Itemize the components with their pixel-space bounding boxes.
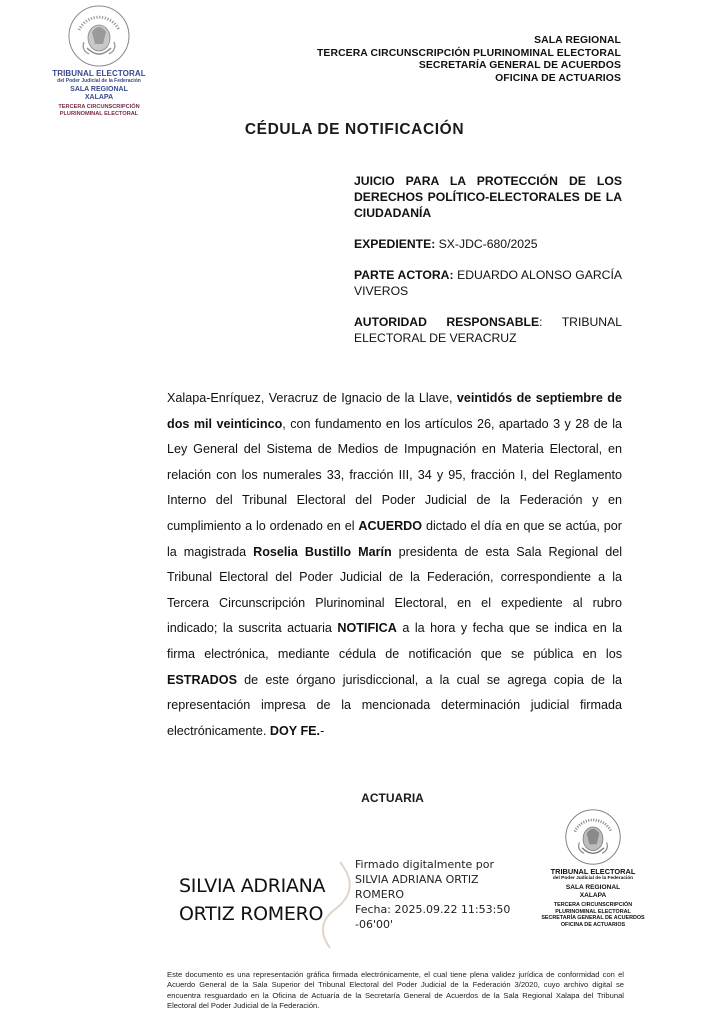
document-title: CÉDULA DE NOTIFICACIÓN xyxy=(244,121,465,138)
expediente-value: SX-JDC-680/2025 xyxy=(438,237,538,251)
parte-value: EDUARDO ALONSO GARCÍA VIVEROS xyxy=(354,268,623,298)
legal-footer: Este documento es una representación gráfica firmada electrónicamente, el cual tiene plena validez jurídica de conformidad con el Acuerdo General de la Sala Superior del Tribunal Electoral del Poder Judicial de la Federación 3/2020, cuyo archivo digital se encuentra resguardado en la Oficina de Actuaría de la Secretaría General de Acuerdos de la Sala Regional Xalapa del Tribunal Electoral del Poder Judicial de la Federación. xyxy=(167,970,624,1011)
seal-br-xalapa: XALAPA xyxy=(579,892,607,899)
seal-br-circ2: PLURINOMINAL ELECTORAL xyxy=(555,908,631,915)
seal-br-oficina: OFICINA DE ACTUARIOS xyxy=(560,921,626,928)
expediente-label: EXPEDIENTE xyxy=(354,237,432,251)
seal-circ-line2: PLURINOMINAL ELECTORAL xyxy=(59,111,139,117)
seal-circ-line1: TERCERA CIRCUNSCRIPCIÓN xyxy=(58,104,140,110)
sig-detail-line: Fecha: 2025.09.22 11:53:50 xyxy=(355,903,511,916)
doy-fe-text: DOY FE. xyxy=(269,723,321,738)
top-left-seal xyxy=(44,4,154,118)
sig-detail-line: Firmado digitalmente por xyxy=(355,858,495,871)
notification-body: Xalapa-Enríquez, Veracruz de Ignacio de la Llave, veintidós de septiembre de dos mil veinticinco, con fundamento en los artículos 26, apartado 3 y 28 de la Ley General del Sistema de Medios de Impugnación en Materia Electoral, en relación con los numerales 33, fracción III, 34 y 95, fracción I, del Reglamento Interno del Tribunal Electoral del Poder Judicial de la Federación y en cumplimiento a lo ordenado en el ACUERDO dictado el día en que se actúa, por la magistrada Roselia Bustillo Marín presidenta de esta Sala Regional del Tribunal Electoral del Poder Judicial de la Federación, correspondiente a la Tercera Circunscripción Plurinominal Electoral, en el expediente al rubro indicado; la suscrita actuaria NOTIFICA a la hora y fecha que se indica en la firma electrónica, mediante cédula de notificación que se pública en los ESTRADOS de este órgano jurisdiccional, a la cual se agrega copia de la representación impresa de la mencionada determinación judicial firmada electrónicamente. DOY FE.- xyxy=(167,391,623,738)
seal-br-sala: SALA REGIONAL xyxy=(565,884,621,891)
seal-org-name: TRIBUNAL ELECTORAL xyxy=(52,69,146,78)
case-autoridad: AUTORIDAD RESPONSABLE: TRIBUNAL ELECTORAL DE VERACRUZ xyxy=(354,315,622,345)
mexican-coat-of-arms-icon xyxy=(564,808,622,866)
actuaria-label: ACTUARIA xyxy=(361,791,424,805)
case-expediente: EXPEDIENTE: SX-JDC-680/2025 xyxy=(354,237,538,251)
digital-signature-details xyxy=(355,857,535,932)
signer-name-line2: ORTIZ ROMERO xyxy=(179,903,324,925)
seal-sala-xalapa: XALAPA xyxy=(84,94,114,101)
seal-org-subtitle: del Poder Judicial de la Federación xyxy=(57,78,141,84)
seal-sala-regional: SALA REGIONAL xyxy=(70,86,128,93)
mexican-coat-of-arms-icon xyxy=(67,4,131,68)
sig-detail-line: SILVIA ADRIANA ORTIZ xyxy=(355,873,479,886)
header-line-4: OFICINA DE ACTUARIOS xyxy=(495,72,621,84)
case-info-block xyxy=(354,173,622,361)
document-header xyxy=(317,35,621,85)
header-line-2: TERCERA CIRCUNSCRIPCIÓN PLURINOMINAL ELECTORAL xyxy=(316,47,621,59)
date-text: veintidós de septiembre de dos mil veinticinco xyxy=(167,391,622,431)
seal-br-org: TRIBUNAL ELECTORAL xyxy=(550,867,636,876)
header-line-3: SECRETARÍA GENERAL DE ACUERDOS xyxy=(418,60,621,71)
signer-name-line1: SILVIA ADRIANA xyxy=(179,875,326,897)
case-type: JUICIO PARA LA PROTECCIÓN DE LOS DERECHOS POLÍTICO-ELECTORALES DE LA CIUDADANÍA xyxy=(354,174,622,220)
sig-detail-line: -06'00' xyxy=(355,918,394,931)
seal-br-org-sub: del Poder Judicial de la Federación xyxy=(552,876,634,881)
magistrada-name: Roselia Bustillo Marín xyxy=(253,544,392,559)
signer-name xyxy=(179,872,325,928)
case-parte-actora: PARTE ACTORA: EDUARDO ALONSO GARCÍA VIVEROS xyxy=(354,268,623,298)
parte-label: PARTE ACTORA xyxy=(354,268,450,282)
autoridad-label: AUTORIDAD RESPONSABLE xyxy=(354,315,540,329)
bottom-right-seal xyxy=(531,808,655,928)
seal-br-circ1: TERCERA CIRCUNSCRIPCIÓN xyxy=(553,902,633,908)
sig-detail-line: ROMERO xyxy=(355,888,405,901)
header-line-1: SALA REGIONAL xyxy=(534,35,621,46)
seal-br-secretaria: SECRETARÍA GENERAL DE ACUERDOS xyxy=(541,915,645,921)
acuerdo-text: ACUERDO xyxy=(358,518,423,533)
estrados-text: ESTRADOS xyxy=(167,672,237,687)
autoridad-value: TRIBUNAL ELECTORAL DE VERACRUZ xyxy=(354,315,622,345)
notifica-text: NOTIFICA xyxy=(337,621,397,636)
